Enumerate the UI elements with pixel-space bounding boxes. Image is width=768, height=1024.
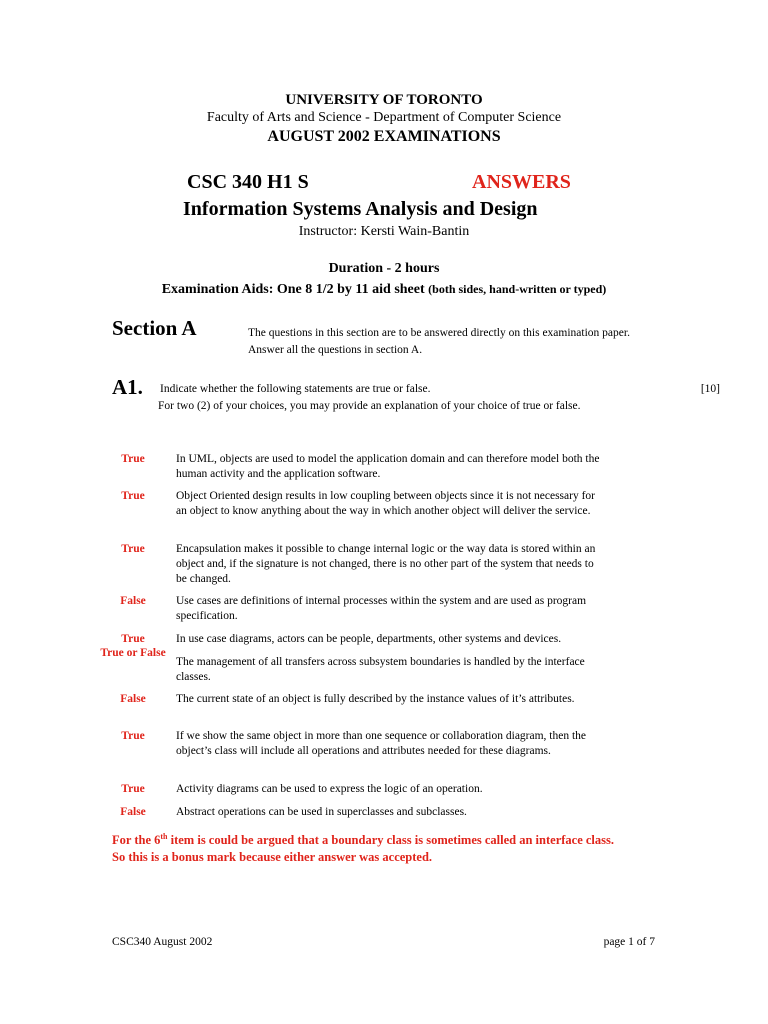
answer-10: False <box>120 806 146 818</box>
answers-label: ANSWERS <box>472 171 571 193</box>
examination-aids <box>0 282 768 298</box>
statement-3: Encapsulation makes it possible to change internal logic or the way data is stored within an object and, if the signature is not changed, there is no other part of the system that needs to be changed. <box>176 543 596 585</box>
statement-10: Abstract operations can be used in superclasses and subclasses. <box>176 806 467 818</box>
statement-4: Use cases are definitions of internal processes within the system and are used as program specification. <box>176 595 587 622</box>
note-superscript: th <box>160 831 168 841</box>
statement-5: In use case diagrams, actors can be people, departments, other systems and devices. <box>176 633 562 645</box>
answer-3: True <box>121 543 145 555</box>
statement-8: If we show the same object in more than one sequence or collaboration diagram, then the object’s class will include all operations and attributes needed for these diagrams. <box>176 730 587 757</box>
statement-6: The management of all transfers across subsystem boundaries is handled by the interface classes. <box>176 656 585 683</box>
university-name: UNIVERSITY OF TORONTO <box>285 92 483 108</box>
note-pre: For the 6 <box>112 833 161 847</box>
section-a-heading: Section A <box>112 316 197 340</box>
note-post: item is could be argued that a boundary class is sometimes called an interface class. <box>167 833 615 847</box>
bonus-note-line1 <box>112 832 614 849</box>
statement-7: The current state of an object is fully described by the instance values of it’s attributes. <box>176 693 575 705</box>
question-a1-label: A1. <box>112 375 143 399</box>
statement-9: Activity diagrams can be used to express the logic of an operation. <box>176 783 483 795</box>
answer-4: False <box>120 595 146 607</box>
answer-7: False <box>120 693 146 705</box>
section-a-intro-line1: The questions in this section are to be answered directly on this examination paper. <box>248 327 630 339</box>
exam-session: AUGUST 2002 EXAMINATIONS <box>267 128 501 145</box>
course-code: CSC 340 H1 S <box>187 171 309 193</box>
faculty-department: Faculty of Arts and Science - Department of Computer Science <box>206 110 562 125</box>
answer-9: True <box>121 783 145 795</box>
aids-detail: (both sides, hand-written or typed) <box>428 282 607 296</box>
answer-6: True or False <box>100 647 166 659</box>
instructor: Instructor: Kersti Wain-Bantin <box>298 224 470 239</box>
footer-left: CSC340 August 2002 <box>112 936 213 948</box>
duration: Duration - 2 hours <box>328 261 440 276</box>
answer-5: True <box>121 633 145 645</box>
aids-main: Examination Aids: One 8 1/2 by 11 aid sheet <box>161 282 429 297</box>
statement-2: Object Oriented design results in low coupling between objects since it is not necessary for an object to know anything about the way in which another object will deliver the service. <box>176 490 596 517</box>
course-title: Information Systems Analysis and Design <box>183 198 538 220</box>
a1-marks: [10] <box>700 383 720 395</box>
answer-2: True <box>121 490 145 502</box>
a1-instruction-line1: Indicate whether the following statements are true or false. <box>160 383 431 395</box>
answer-1: True <box>121 453 145 465</box>
statement-1: In UML, objects are used to model the application domain and can therefore model both the human activity and the application software. <box>176 453 600 480</box>
answer-8: True <box>121 730 145 742</box>
a1-instruction-line2: For two (2) of your choices, you may provide an explanation of your choice of true or false. <box>158 400 581 412</box>
footer-page-number: page 1 of 7 <box>603 936 655 948</box>
section-a-intro-line2: Answer all the questions in section A. <box>248 344 423 356</box>
bonus-note-line2: So this is a bonus mark because either answer was accepted. <box>112 850 433 864</box>
